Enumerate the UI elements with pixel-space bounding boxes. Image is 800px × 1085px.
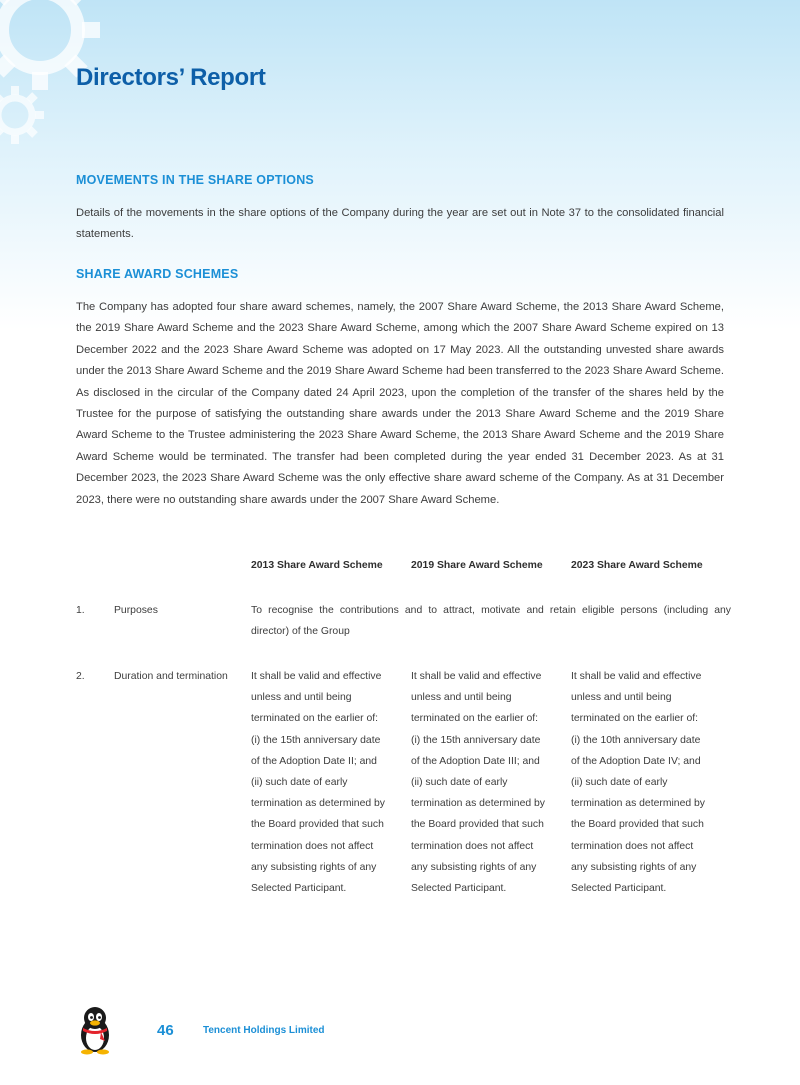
text-line: unless and until being	[251, 692, 352, 704]
row-number: 1.	[76, 605, 85, 616]
text-line: terminated on the earlier of:	[571, 713, 699, 725]
page-title: Directors’ Report	[76, 64, 266, 91]
text-line: the Board provided that such	[571, 819, 704, 831]
text-line: any subsisting rights of any	[251, 861, 377, 873]
section-heading-share-award-schemes: SHARE AWARD SCHEMES	[76, 267, 239, 281]
table-header-2019: 2019 Share Award Scheme	[411, 560, 543, 571]
text-line: termination does not affect	[251, 840, 374, 852]
text-line: It shall be valid and effective	[251, 671, 382, 682]
text-line: terminated on the earlier of:	[411, 713, 539, 725]
text-line: any subsisting rights of any	[571, 861, 697, 873]
duration-2023-cell	[571, 666, 726, 899]
text-line: To recognise the contributions and to attract, motivate and retain eligible persons (including any	[251, 605, 731, 616]
text-line: (i) the 15th anniversary date	[251, 734, 381, 746]
text-line: termination does not affect	[571, 840, 694, 852]
row-label: Duration and termination	[114, 671, 228, 682]
share-options-paragraph: Details of the movements in the share options of the Company during the year are set out in Note 37 to the consolidated financial statements.	[76, 207, 724, 241]
text-line: terminated on the earlier of:	[251, 713, 379, 725]
text-line: termination as determined by	[571, 798, 705, 810]
duration-2013-cell	[251, 666, 406, 899]
text-line: It shall be valid and effective	[411, 671, 542, 682]
text-line: It shall be valid and effective	[571, 671, 702, 682]
purposes-text	[251, 600, 731, 642]
table-header-2013: 2013 Share Award Scheme	[251, 560, 383, 571]
text-line: unless and until being	[411, 692, 512, 704]
text-line: of the Adoption Date III; and	[411, 755, 540, 767]
company-name: Tencent Holdings Limited	[203, 1025, 325, 1036]
text-line: termination does not affect	[411, 840, 534, 852]
text-line: any subsisting rights of any	[411, 861, 537, 873]
section-heading-share-options: MOVEMENTS IN THE SHARE OPTIONS	[76, 173, 314, 187]
text-line: unless and until being	[571, 692, 672, 704]
row-number: 2.	[76, 671, 85, 682]
text-line: of the Adoption Date IV; and	[571, 755, 701, 767]
penguin-mascot-icon	[74, 1005, 116, 1055]
text-line: (i) the 15th anniversary date	[411, 734, 541, 746]
text-line: (i) the 10th anniversary date	[571, 734, 701, 746]
text-line: termination as determined by	[411, 798, 545, 810]
text-line: of the Adoption Date II; and	[251, 755, 377, 767]
text-line: (ii) such date of early	[251, 777, 348, 789]
table-header-2023: 2023 Share Award Scheme	[571, 560, 703, 571]
page-number: 46	[157, 1022, 174, 1039]
text-line: Selected Participant.	[571, 883, 667, 895]
share-award-paragraph: The Company has adopted four share award schemes, namely, the 2007 Share Award Scheme, the 2013 Share Award Scheme, the 2019 Share Award Scheme and the 2023 Share Award Scheme, among which the 2007 Share Award Scheme expired on 13 December 2022 and the 2023 Share Award Scheme was adopted on 17 May 2023. All the outstanding unvested share awards under the 2013 Share Award Scheme and the 2019 Share Award Scheme had been transferred to the 2023 Share Award Scheme. As disclosed in the circular of the Company dated 24 April 2023, upon the completion of the transfer of the shares held by the Trustee for the purpose of satisfying the outstanding share awards under the 2013 Share Award Scheme and the 2019 Share Award Scheme to the Trustee administering the 2023 Share Award Scheme, the 2013 Share Award Scheme and the 2019 Share Award Scheme would be terminated. The transfer had been completed during the year ended 31 December 2023. As at 31 December 2023, the 2023 Share Award Scheme was the only effective share award scheme of the Company. As at 31 December 2023, there were no outstanding share awards under the 2007 Share Award Scheme.	[76, 301, 724, 506]
text-line: Selected Participant.	[411, 883, 507, 895]
text-line: Selected Participant.	[251, 883, 347, 895]
text-line: the Board provided that such	[251, 819, 384, 831]
duration-2019-cell	[411, 666, 566, 899]
text-line: the Board provided that such	[411, 819, 544, 831]
row-label: Purposes	[114, 605, 158, 616]
text-line: (ii) such date of early	[571, 777, 668, 789]
text-line: director) of the Group	[251, 626, 350, 638]
text-line: (ii) such date of early	[411, 777, 508, 789]
text-line: termination as determined by	[251, 798, 385, 810]
